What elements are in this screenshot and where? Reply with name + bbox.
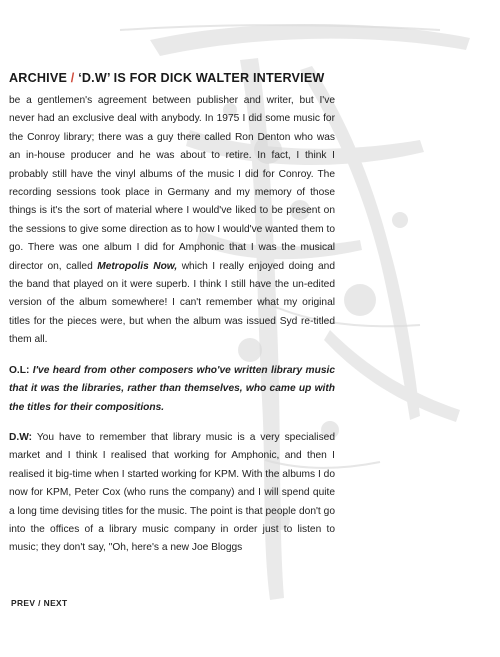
pager-separator: / [38,598,41,608]
album-title: Metropolis Now, [97,260,178,272]
article [9,70,335,558]
article-title: ‘D.W’ IS FOR DICK WALTER INTERVIEW [78,71,325,85]
article-heading [9,70,335,86]
heading-divider: / [70,71,75,85]
paragraph-text: be a gentlemen's agreement between publisher and writer, but I've never had an exclusive deal with anybody. In 1975 I did some music for the Conroy library; there was a guy there called Ron Denton who was an in-house producer and he was about to retire. In fact, I think I probably still have the vinyl albums of the music I did for Conroy. The recording sessions took place in Germany and my memory of those things is it's the sort of material where I would've liked to be present on the sessions to give some direction as to how I would've wanted them to go. There was one album I did for Amphonic that I was the musical director on, called [9,95,335,272]
prev-link[interactable]: PREV [11,598,36,608]
speaker-label-interviewer: O.L: [9,364,30,376]
speaker-label-interviewee: D.W: [9,431,33,443]
question-text: I've heard from other composers who've written library music that it was the libraries, rather than themselves, who came up with the titles for their compositions. [9,364,335,413]
interviewee-answer [9,429,335,558]
pagination [11,598,68,608]
body-paragraph [9,92,335,350]
answer-text: You have to remember that library music is a very specialised market and I think I realised that working for Amphonic, and then I realised it big-time when I started working for KPM. With the albums I do now for KPM, Peter Cox (who runs the company) and I will spend quite a long time devising titles for the music. The point is that people don't go into the offices of a library music company in order just to listen to music; they don't say, "Oh, here's a new Joe Bloggs [9,431,335,554]
next-link[interactable]: NEXT [43,598,68,608]
paragraph-text-continued: which I really enjoyed doing and the band that played on it were superb. I think I still have the un-edited version of the album somewhere! I can't remember what my original titles for the pieces were, but when the album was issued Syd re-titled them all. [9,260,335,346]
interviewer-question [9,362,335,417]
section-label: ARCHIVE [9,71,68,85]
